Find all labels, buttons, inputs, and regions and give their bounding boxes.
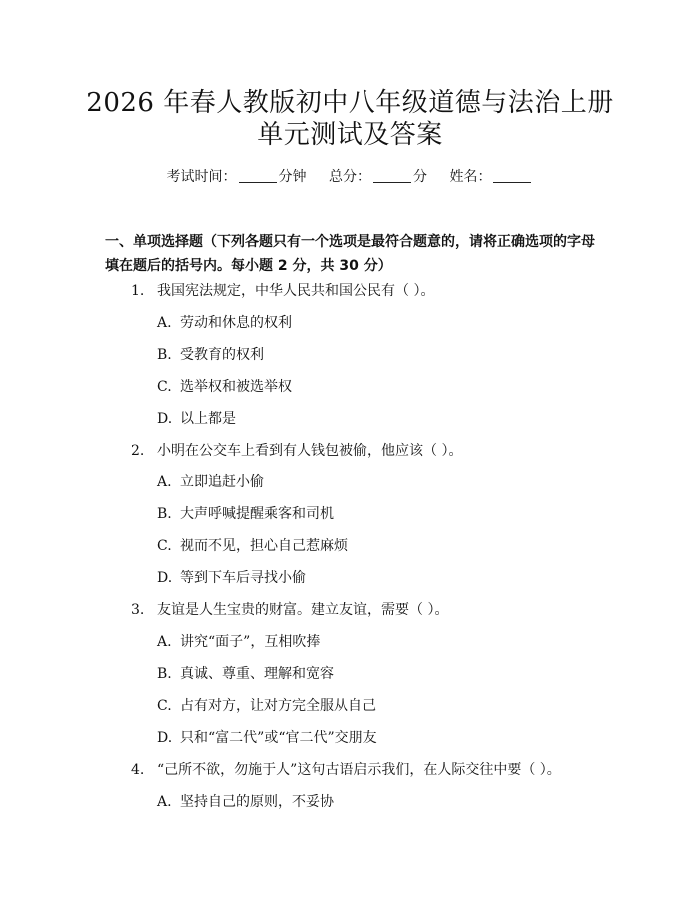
option [157, 568, 306, 588]
option-letter: C. [157, 698, 172, 714]
option-letter: D. [157, 570, 173, 586]
question [131, 281, 434, 301]
exam-time-unit: 分钟 [278, 169, 307, 185]
exam-time-blank [239, 168, 277, 183]
total-score-blank [373, 168, 411, 183]
option-letter: D. [157, 730, 173, 746]
option-text: 讲究“面子”，互相吹捧 [180, 634, 321, 650]
option [157, 377, 292, 397]
option-text: 只和“富二代”或“官二代”交朋友 [180, 730, 377, 746]
option-text: 立即追赶小偷 [180, 474, 264, 490]
option-text: 视而不见，担心自己惹麻烦 [180, 538, 348, 554]
question-number: 2. [131, 443, 145, 459]
exam-info-line [0, 167, 700, 187]
page-title: 2026 年春人教版初中八年级道德与法治上册 [86, 88, 614, 118]
option [157, 409, 236, 429]
option-letter: C. [157, 379, 172, 395]
exam-time-label: 考试时间： [166, 169, 237, 185]
question [131, 760, 561, 780]
option-letter: B. [157, 347, 172, 363]
total-score-field [329, 167, 427, 187]
option-letter: B. [157, 666, 172, 682]
question-text: 友谊是人生宝贵的财富。建立友谊，需要（ ）。 [157, 602, 449, 618]
question [131, 600, 448, 620]
option-text: 占有对方，让对方完全服从自己 [180, 698, 376, 714]
option-letter: A. [157, 474, 172, 490]
option [157, 345, 264, 365]
option-letter: D. [157, 411, 173, 427]
option [157, 792, 334, 812]
option [157, 728, 377, 748]
section-heading [105, 230, 605, 278]
option-letter: B. [157, 506, 172, 522]
option [157, 632, 320, 652]
question-text: 小明在公交车上看到有人钱包被偷，他应该（ ）。 [157, 443, 463, 459]
option [157, 696, 376, 716]
question [131, 441, 462, 461]
option [157, 472, 264, 492]
option-text: 劳动和休息的权利 [180, 315, 292, 331]
option-letter: A. [157, 794, 172, 810]
student-name-label: 姓名： [449, 169, 492, 185]
section-heading-line2: 填在题后的括号内。每小题 2 分，共 30 分） [105, 258, 392, 274]
option [157, 313, 292, 333]
total-score-label: 总分： [329, 169, 371, 185]
question-number: 1. [131, 283, 145, 299]
total-score-unit: 分 [413, 169, 427, 185]
question-number: 3. [131, 602, 145, 618]
option-letter: A. [157, 634, 172, 650]
option-letter: C. [157, 538, 172, 554]
option-text: 真诚、尊重、理解和宽容 [180, 666, 334, 682]
option [157, 536, 348, 556]
exam-time-field [167, 167, 307, 187]
option-text: 坚持自己的原则，不妥协 [180, 794, 334, 810]
question-text: 我国宪法规定，中华人民共和国公民有（ ）。 [157, 283, 435, 299]
option-text: 大声呼喊提醒乘客和司机 [180, 506, 334, 522]
section-heading-line1: 一、单项选择题（下列各题只有一个选项是最符合题意的，请将正确选项的字母 [105, 234, 595, 250]
option [157, 664, 334, 684]
student-name-field [449, 167, 533, 187]
option-text: 选举权和被选举权 [180, 379, 292, 395]
page-subtitle: 单元测试及答案 [257, 120, 443, 150]
option [157, 504, 334, 524]
option-letter: A. [157, 315, 172, 331]
student-name-blank [493, 168, 531, 183]
question-number: 4. [131, 762, 145, 778]
option-text: 以上都是 [180, 411, 236, 427]
option-text: 等到下车后寻找小偷 [180, 570, 306, 586]
question-text: “己所不欲，勿施于人”这句古语启示我们，在人际交往中要（ ）。 [157, 762, 561, 778]
option-text: 受教育的权利 [180, 347, 264, 363]
